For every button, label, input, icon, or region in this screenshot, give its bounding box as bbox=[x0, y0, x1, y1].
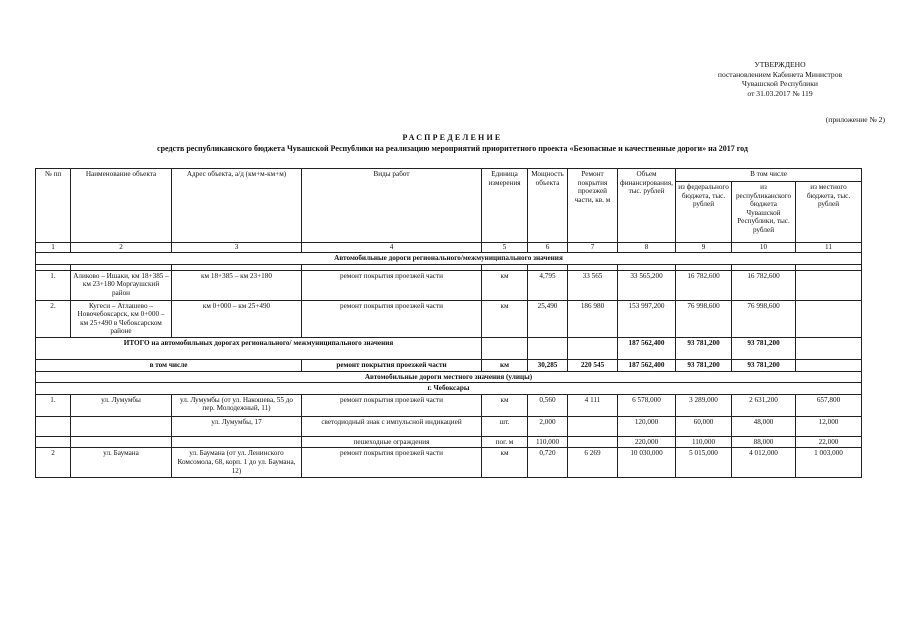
row-name: ул. Лумумбы bbox=[71, 394, 172, 416]
row-works: светодиодный знак с импульсной индикацией bbox=[302, 416, 482, 436]
row-volume: 6 578,000 bbox=[618, 394, 676, 416]
row-address: ул. Лумумбы, 17 bbox=[172, 416, 302, 436]
row-capacity: 0,560 bbox=[528, 394, 568, 416]
including-federal: 93 781,200 bbox=[676, 359, 732, 371]
table-row bbox=[36, 300, 862, 337]
header-num: № пп bbox=[36, 169, 71, 243]
total-federal: 93 781,200 bbox=[676, 337, 732, 359]
row-name: Аликово – Ишаки, км 18+385 – км 23+180 Моргаушский район bbox=[71, 270, 172, 300]
row-num bbox=[36, 416, 71, 436]
row-federal: 3 289,000 bbox=[676, 394, 732, 416]
including-works: ремонт покрытия проезжей части bbox=[302, 359, 482, 371]
header-row bbox=[36, 169, 862, 182]
col-number: 3 bbox=[172, 243, 302, 253]
row-name bbox=[71, 436, 172, 448]
row-federal: 110,000 bbox=[676, 436, 732, 448]
including-volume: 187 562,400 bbox=[618, 359, 676, 371]
total-volume: 187 562,400 bbox=[618, 337, 676, 359]
row-repair: 6 269 bbox=[568, 448, 618, 478]
row-address bbox=[172, 436, 302, 448]
row-num: 1. bbox=[36, 270, 71, 300]
col-number: 11 bbox=[796, 243, 862, 253]
table-row bbox=[36, 394, 862, 416]
row-name bbox=[71, 416, 172, 436]
row-volume: 120,000 bbox=[618, 416, 676, 436]
table-row bbox=[36, 270, 862, 300]
including-republic: 93 781,200 bbox=[732, 359, 796, 371]
col-number: 10 bbox=[732, 243, 796, 253]
row-address: ул. Лумумбы (от ул. Накошева, 55 до пер. Молодежный, 11) bbox=[172, 394, 302, 416]
row-unit: км bbox=[482, 394, 528, 416]
row-volume: 220,000 bbox=[618, 436, 676, 448]
col-number: 9 bbox=[676, 243, 732, 253]
row-unit: км bbox=[482, 270, 528, 300]
header-capacity: Мощность объекта bbox=[528, 169, 568, 243]
row-local: 22,000 bbox=[796, 436, 862, 448]
row-capacity: 2,000 bbox=[528, 416, 568, 436]
header-federal: из федерального бюджета, тыс. рублей bbox=[676, 182, 732, 243]
row-repair: 33 565 bbox=[568, 270, 618, 300]
row-federal: 16 782,600 bbox=[676, 270, 732, 300]
row-address: ул. Баумана (от ул. Ленинского Комсомола, 68, корп. 1 до ул. Баумана, 12) bbox=[172, 448, 302, 478]
approval-line-4: от 31.03.2017 № 119 bbox=[747, 88, 813, 98]
table-row bbox=[36, 416, 862, 436]
section-regional-title: Автомобильные дороги регионального/межмуниципального значения bbox=[36, 253, 862, 265]
row-local: 12,000 bbox=[796, 416, 862, 436]
row-volume: 33 565,200 bbox=[618, 270, 676, 300]
total-republic: 93 781,200 bbox=[732, 337, 796, 359]
including-row bbox=[36, 359, 862, 371]
row-local: 1 003,000 bbox=[796, 448, 862, 478]
row-works: ремонт покрытия проезжей части bbox=[302, 270, 482, 300]
header-works: Виды работ bbox=[302, 169, 482, 243]
distribution-table bbox=[35, 168, 862, 478]
row-works: ремонт покрытия проезжей части bbox=[302, 394, 482, 416]
row-name: Кугеси – Атлашево – Новочебоксарск, км 0+000 – км 25+490 в Чебоксарском районе bbox=[71, 300, 172, 337]
approval-stamp bbox=[680, 60, 880, 98]
col-number: 1 bbox=[36, 243, 71, 253]
header-address: Адрес объекта, а/д (км+м-км+м) bbox=[172, 169, 302, 243]
annex-label: (приложение № 2) bbox=[825, 115, 885, 124]
row-federal: 60,000 bbox=[676, 416, 732, 436]
table-row bbox=[36, 436, 862, 448]
column-numbers-row bbox=[36, 243, 862, 253]
row-num: 2. bbox=[36, 300, 71, 337]
row-volume: 153 997,200 bbox=[618, 300, 676, 337]
row-works: ремонт покрытия проезжей части bbox=[302, 448, 482, 478]
row-capacity: 25,490 bbox=[528, 300, 568, 337]
row-address: км 0+000 – км 25+490 bbox=[172, 300, 302, 337]
row-local bbox=[796, 300, 862, 337]
including-repair: 220 545 bbox=[568, 359, 618, 371]
section-local-title: Автомобильные дороги местного значения (улицы) bbox=[36, 371, 862, 383]
table-row bbox=[36, 448, 862, 478]
row-capacity: 0,720 bbox=[528, 448, 568, 478]
city-title: г. Чебоксары bbox=[36, 383, 862, 395]
document-subtitle: средств республиканского бюджета Чувашской Республики на реализацию мероприятий приоритетного проекта «Безопасные и качественные дороги» на 2017 год bbox=[157, 144, 748, 153]
header-name: Наименование объекта bbox=[71, 169, 172, 243]
header-volume: Объем финансирования, тыс. рублей bbox=[618, 169, 676, 243]
header-unit: Единица измерения bbox=[482, 169, 528, 243]
row-unit: пог. м bbox=[482, 436, 528, 448]
row-republic: 76 998,600 bbox=[732, 300, 796, 337]
including-label: в том числе bbox=[36, 359, 302, 371]
including-capacity: 30,285 bbox=[528, 359, 568, 371]
col-number: 7 bbox=[568, 243, 618, 253]
header-republic: из республиканского бюджета Чувашской Республики, тыс. рублей bbox=[732, 182, 796, 243]
row-num: 2 bbox=[36, 448, 71, 478]
row-repair bbox=[568, 416, 618, 436]
row-works: ремонт покрытия проезжей части bbox=[302, 300, 482, 337]
row-federal: 5 015,000 bbox=[676, 448, 732, 478]
row-republic: 2 631,200 bbox=[732, 394, 796, 416]
section-local-row bbox=[36, 371, 862, 383]
row-republic: 48,000 bbox=[732, 416, 796, 436]
row-num: 1. bbox=[36, 394, 71, 416]
header-including: В том числе bbox=[676, 169, 862, 182]
row-works: пешеходные ограждения bbox=[302, 436, 482, 448]
row-num bbox=[36, 436, 71, 448]
approval-line-1: УТВЕРЖДЕНО bbox=[754, 60, 806, 69]
row-republic: 88,000 bbox=[732, 436, 796, 448]
total-row bbox=[36, 337, 862, 359]
row-volume: 10 030,000 bbox=[618, 448, 676, 478]
col-number: 5 bbox=[482, 243, 528, 253]
col-number: 8 bbox=[618, 243, 676, 253]
row-repair: 4 111 bbox=[568, 394, 618, 416]
col-number: 2 bbox=[71, 243, 172, 253]
header-local: из местного бюджета, тыс. рублей bbox=[796, 182, 862, 243]
section-regional-row bbox=[36, 253, 862, 265]
row-capacity: 4,795 bbox=[528, 270, 568, 300]
col-number: 6 bbox=[528, 243, 568, 253]
approval-line-3: Чувашской Республики bbox=[742, 79, 818, 89]
document-heading: РАСПРЕДЕЛЕНИЕ bbox=[402, 133, 503, 142]
row-unit: шт. bbox=[482, 416, 528, 436]
row-republic: 16 782,600 bbox=[732, 270, 796, 300]
row-federal: 76 998,600 bbox=[676, 300, 732, 337]
col-number: 4 bbox=[302, 243, 482, 253]
row-local: 657,800 bbox=[796, 394, 862, 416]
row-repair bbox=[568, 436, 618, 448]
including-unit: км bbox=[482, 359, 528, 371]
row-name: ул. Баумана bbox=[71, 448, 172, 478]
row-repair: 186 980 bbox=[568, 300, 618, 337]
row-unit: км bbox=[482, 448, 528, 478]
row-unit: км bbox=[482, 300, 528, 337]
row-capacity: 110,000 bbox=[528, 436, 568, 448]
total-label: ИТОГО на автомобильных дорогах регионального/ межмуниципального значения bbox=[36, 337, 482, 359]
row-local bbox=[796, 270, 862, 300]
row-address: км 18+385 – км 23+180 bbox=[172, 270, 302, 300]
header-repair: Ремонт покрытия проезжей части, кв. м bbox=[568, 169, 618, 243]
city-row bbox=[36, 383, 862, 395]
approval-line-2: постановлением Кабинета Министров bbox=[717, 69, 843, 79]
row-republic: 4 012,000 bbox=[732, 448, 796, 478]
